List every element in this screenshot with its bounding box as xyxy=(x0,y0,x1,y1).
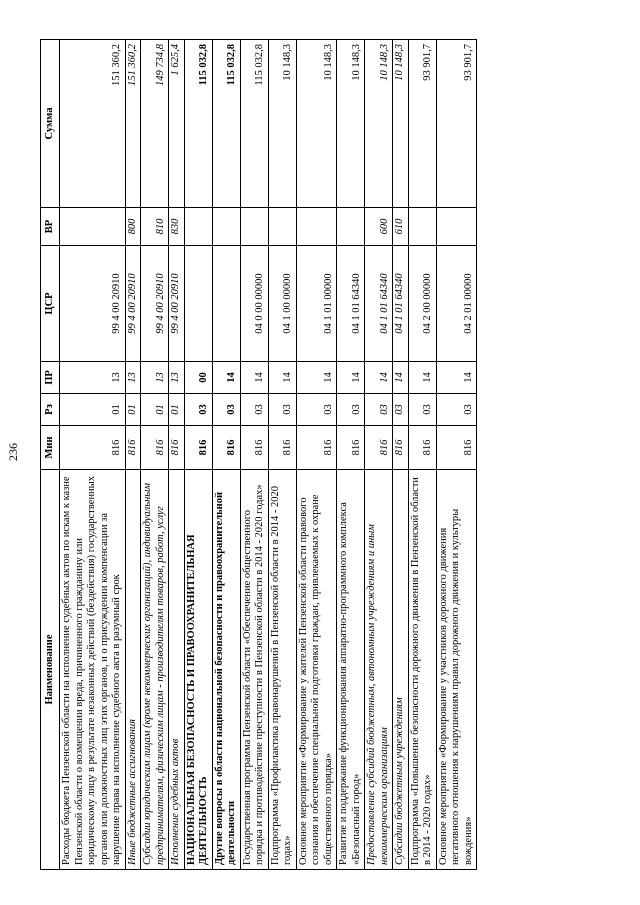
cell-csr: 04 2 01 00000 xyxy=(436,246,477,362)
cell-min: 816 xyxy=(240,426,268,470)
cell-name: Исполнение судебных актов xyxy=(169,470,185,870)
cell-name: Расходы бюджета Пензенской области на исполнение судебных актов по искам к казне Пензенской области о возмещении вреда, причиненного гражданину или юридическому лицу в результате незаконных действий (бездействия) государственных органов или должностных лиц этих органов, и о присуждении компенсации за нарушение права на исполнение судебного акта в разумный срок xyxy=(60,470,126,870)
cell-csr: 99 4 00 20910 xyxy=(60,246,126,362)
cell-min: 816 xyxy=(393,426,409,470)
cell-rz: 03 xyxy=(212,394,240,426)
cell-vr xyxy=(184,208,212,246)
cell-csr: 04 0 00 00000 xyxy=(240,246,268,362)
cell-vr: 800 xyxy=(125,208,141,246)
cell-pr: 00 xyxy=(184,362,212,394)
table-row xyxy=(212,40,240,870)
cell-sum: 115 032,8 xyxy=(184,40,212,208)
table-row xyxy=(141,40,169,870)
cell-pr: 14 xyxy=(436,362,477,394)
cell-csr: 04 1 01 64340 xyxy=(365,246,393,362)
header-sum: Сумма xyxy=(41,40,60,208)
table-row xyxy=(436,40,477,870)
cell-rz: 03 xyxy=(365,394,393,426)
table-row xyxy=(125,40,141,870)
cell-csr xyxy=(212,246,240,362)
cell-rz: 03 xyxy=(436,394,477,426)
table-row xyxy=(365,40,393,870)
cell-vr: 610 xyxy=(393,208,409,246)
cell-rz: 03 xyxy=(184,394,212,426)
cell-rz: 01 xyxy=(141,394,169,426)
cell-min: 816 xyxy=(296,426,337,470)
cell-vr xyxy=(337,208,365,246)
cell-min: 816 xyxy=(268,426,296,470)
cell-rz: 03 xyxy=(296,394,337,426)
cell-pr: 14 xyxy=(408,362,436,394)
cell-vr xyxy=(240,208,268,246)
cell-name: Иные бюджетные ассигнования xyxy=(125,470,141,870)
cell-min: 816 xyxy=(60,426,126,470)
cell-rz: 03 xyxy=(393,394,409,426)
table-row xyxy=(296,40,337,870)
cell-min: 816 xyxy=(436,426,477,470)
cell-pr: 14 xyxy=(365,362,393,394)
cell-vr xyxy=(212,208,240,246)
rotated-page xyxy=(40,40,600,870)
cell-csr xyxy=(184,246,212,362)
cell-name: Другие вопросы в области национальной безопасности и правоохранительной деятельности xyxy=(212,470,240,870)
cell-rz: 01 xyxy=(125,394,141,426)
cell-vr: 830 xyxy=(169,208,185,246)
budget-table xyxy=(40,39,477,870)
table-row xyxy=(240,40,268,870)
cell-sum: 149 734,8 xyxy=(141,40,169,208)
table-row xyxy=(337,40,365,870)
cell-pr: 14 xyxy=(240,362,268,394)
header-min: Мин xyxy=(41,426,60,470)
cell-rz: 01 xyxy=(60,394,126,426)
header-rz: Рз xyxy=(41,394,60,426)
cell-sum: 93 901,7 xyxy=(408,40,436,208)
cell-rz: 03 xyxy=(337,394,365,426)
cell-name: Основное мероприятие «Формирование у участников дорожного движения негативного отношения к нарушениям правил дорожного движения и культуры вождения» xyxy=(436,470,477,870)
cell-vr xyxy=(408,208,436,246)
cell-min: 816 xyxy=(212,426,240,470)
table-row xyxy=(60,40,126,870)
cell-pr: 13 xyxy=(125,362,141,394)
cell-sum: 10 148,3 xyxy=(365,40,393,208)
cell-csr: 04 1 00 00000 xyxy=(268,246,296,362)
table-row xyxy=(268,40,296,870)
cell-pr: 13 xyxy=(169,362,185,394)
cell-pr: 13 xyxy=(141,362,169,394)
cell-sum: 151 360,2 xyxy=(125,40,141,208)
cell-name: НАЦИОНАЛЬНАЯ БЕЗОПАСНОСТЬ И ПРАВООХРАНИТЕЛЬНАЯ ДЕЯТЕЛЬНОСТЬ xyxy=(184,470,212,870)
cell-vr xyxy=(60,208,126,246)
cell-csr: 04 1 01 00000 xyxy=(296,246,337,362)
cell-vr: 810 xyxy=(141,208,169,246)
cell-name: Субсидии юридическим лицам (кроме некоммерческих организаций), индивидуальным предпринимателям, физическим лицам - производителям товаров, работ, услуг xyxy=(141,470,169,870)
table-row xyxy=(408,40,436,870)
cell-csr: 99 4 00 20910 xyxy=(141,246,169,362)
header-name: Наименование xyxy=(41,470,60,870)
cell-csr: 99 4 00 20910 xyxy=(125,246,141,362)
table-row xyxy=(169,40,185,870)
cell-pr: 13 xyxy=(60,362,126,394)
cell-sum: 10 148,3 xyxy=(296,40,337,208)
cell-sum: 10 148,3 xyxy=(337,40,365,208)
header-pr: ПР xyxy=(41,362,60,394)
cell-csr: 99 4 00 20910 xyxy=(169,246,185,362)
cell-min: 816 xyxy=(184,426,212,470)
cell-name: Подпрограмма «Повышение безопасности дорожного движения в Пензенской области в 2014 - 2020 годах» xyxy=(408,470,436,870)
table-header-row xyxy=(41,40,60,870)
cell-name: Субсидии бюджетным учреждениям xyxy=(393,470,409,870)
cell-name: Государственная программа Пензенской области «Обеспечение общественного порядка и противодействие преступности в Пензенской области в 2014 - 2020 годах» xyxy=(240,470,268,870)
cell-pr: 14 xyxy=(337,362,365,394)
cell-rz: 03 xyxy=(408,394,436,426)
cell-csr: 04 1 01 64340 xyxy=(393,246,409,362)
cell-min: 816 xyxy=(169,426,185,470)
cell-vr xyxy=(268,208,296,246)
cell-min: 816 xyxy=(141,426,169,470)
cell-sum: 115 032,8 xyxy=(212,40,240,208)
cell-csr: 04 1 01 64340 xyxy=(337,246,365,362)
cell-sum: 10 148,3 xyxy=(268,40,296,208)
cell-pr: 14 xyxy=(212,362,240,394)
cell-rz: 01 xyxy=(169,394,185,426)
cell-pr: 14 xyxy=(393,362,409,394)
cell-rz: 03 xyxy=(240,394,268,426)
table-row xyxy=(393,40,409,870)
cell-name: Основное мероприятие «Формирование у жителей Пензенской области правового сознания и обеспечение специальной подготовки граждан, привлекаемых к охране общественного порядка» xyxy=(296,470,337,870)
cell-vr xyxy=(296,208,337,246)
cell-csr: 04 2 00 00000 xyxy=(408,246,436,362)
cell-pr: 14 xyxy=(296,362,337,394)
header-vr: ВР xyxy=(41,208,60,246)
cell-min: 816 xyxy=(337,426,365,470)
table-row xyxy=(184,40,212,870)
header-csr: ЦСР xyxy=(41,246,60,362)
cell-min: 816 xyxy=(365,426,393,470)
page-number: 236 xyxy=(6,443,20,461)
cell-min: 816 xyxy=(408,426,436,470)
cell-sum: 1 625,4 xyxy=(169,40,185,208)
cell-rz: 03 xyxy=(268,394,296,426)
cell-pr: 14 xyxy=(268,362,296,394)
cell-sum: 115 032,8 xyxy=(240,40,268,208)
cell-sum: 93 901,7 xyxy=(436,40,477,208)
cell-name: Подпрограмма «Профилактика правонарушений в Пензенской области в 2014 - 2020 годах» xyxy=(268,470,296,870)
cell-sum: 151 360,2 xyxy=(60,40,126,208)
cell-name: Предоставление субсидий бюджетным, автономным учреждениям и иным некоммерческим организациям xyxy=(365,470,393,870)
cell-name: Развитие и поддержание функционирования аппаратно-программного комплекса «Безопасный город» xyxy=(337,470,365,870)
cell-min: 816 xyxy=(125,426,141,470)
cell-vr xyxy=(436,208,477,246)
cell-vr: 600 xyxy=(365,208,393,246)
cell-sum: 10 148,3 xyxy=(393,40,409,208)
